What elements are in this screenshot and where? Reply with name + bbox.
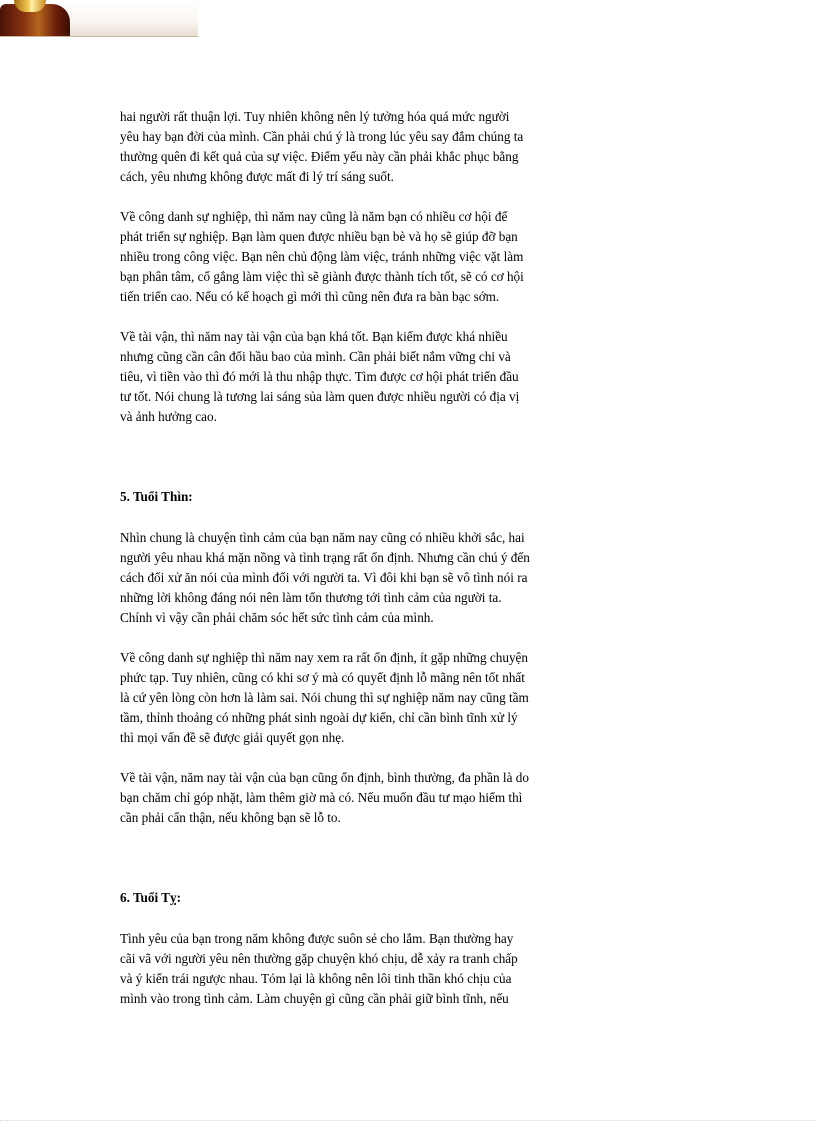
paragraph: Nhìn chung là chuyện tình cảm của bạn năm nay cũng có nhiều khởi sắc, hai người yêu nhau khá mặn nồng và tình trạng rất ổn định. Nhưng cần chú ý đến cách đối xử ăn nói của mình đối với người ta. Vì đôi khi bạn sẽ vô tình nói ra những lời không đáng nói nên làm tổn thương tới tình cảm của người ta. Chính vì vậy cần phải chăm sóc hết sức tình cảm của mình. <box>120 530 530 625</box>
paragraph: Về công danh sự nghiệp thì năm nay xem ra rất ổn định, ít gặp những chuyện phức tạp. Tuy nhiên, cũng có khi sơ ý mà có quyết định lỗ mãng nên tốt nhất là cứ yên lòng còn hơn là làm sai. Nói chung thì sự nghiệp năm nay cũng tầm tầm, thỉnh thoảng có những phát sinh ngoài dự kiến, chỉ cần bình tĩnh xử lý thì mọi vấn đề sẽ được giải quyết gọn nhẹ. <box>120 650 529 745</box>
header-image <box>0 0 198 37</box>
section-spacer <box>120 447 630 487</box>
page-bottom-rule <box>0 1120 816 1121</box>
paragraph: Về tài vận, năm nay tài vận của bạn cũng ổn định, bình thường, đa phần là do bạn chăm chỉ góp nhặt, làm thêm giờ mà có. Nếu muốn đầu tư mạo hiểm thì cần phải cẩn thận, nếu không bạn sẽ lỗ to. <box>120 770 529 825</box>
paragraph: hai người rất thuận lợi. Tuy nhiên không nên lý tưởng hóa quá mức người yêu hay bạn đời của mình. Cần phải chú ý là trong lúc yêu say đắm chúng ta thường quên đi kết quả của sự việc. Điểm yếu này cần phải khắc phục bằng cách, yêu nhưng không được mất đi lý trí sáng suốt. <box>120 109 524 184</box>
paragraph: Về tài vận, thì năm nay tài vận của bạn khá tốt. Bạn kiếm được khá nhiều nhưng cũng cần cân đối hầu bao của mình. Cần phải biết nắm vững chi và tiêu, vì tiền vào thì đó mới là thu nhập thực. Tìm được cơ hội phát triển đầu tư tốt. Nói chung là tương lai sáng sủa làm quen được nhiều người có địa vị và ảnh hưởng cao. <box>120 329 520 424</box>
section-heading: 6. Tuổi Tỵ: <box>120 890 181 905</box>
document-body <box>120 107 630 1029</box>
section-heading: 5. Tuổi Thìn: <box>120 489 193 504</box>
paragraph: Tình yêu của bạn trong năm không được suôn sẻ cho lắm. Bạn thường hay cãi vã với người yêu nên thường gặp chuyện khó chịu, dễ xảy ra tranh chấp và ý kiến trái ngược nhau. Tóm lại là không nên lôi tinh thần khó chịu của mình vào trong tình cảm. Làm chuyện gì cũng cần phải giữ bình tĩnh, nếu <box>120 931 518 1006</box>
section-spacer <box>120 848 630 888</box>
paragraph: Về công danh sự nghiệp, thì năm nay cũng là năm bạn có nhiều cơ hội để phát triển sự nghiệp. Bạn làm quen được nhiều bạn bè và họ sẽ giúp đỡ bạn nhiều trong công việc. Bạn nên chủ động làm việc, tránh những việc vặt làm bạn phân tâm, cố gắng làm việc thì sẽ giành được thành tích tốt, sẽ có cơ hội tiến triển cao. Nếu có kế hoạch gì mới thì cũng nên đưa ra bàn bạc sớm. <box>120 209 524 304</box>
